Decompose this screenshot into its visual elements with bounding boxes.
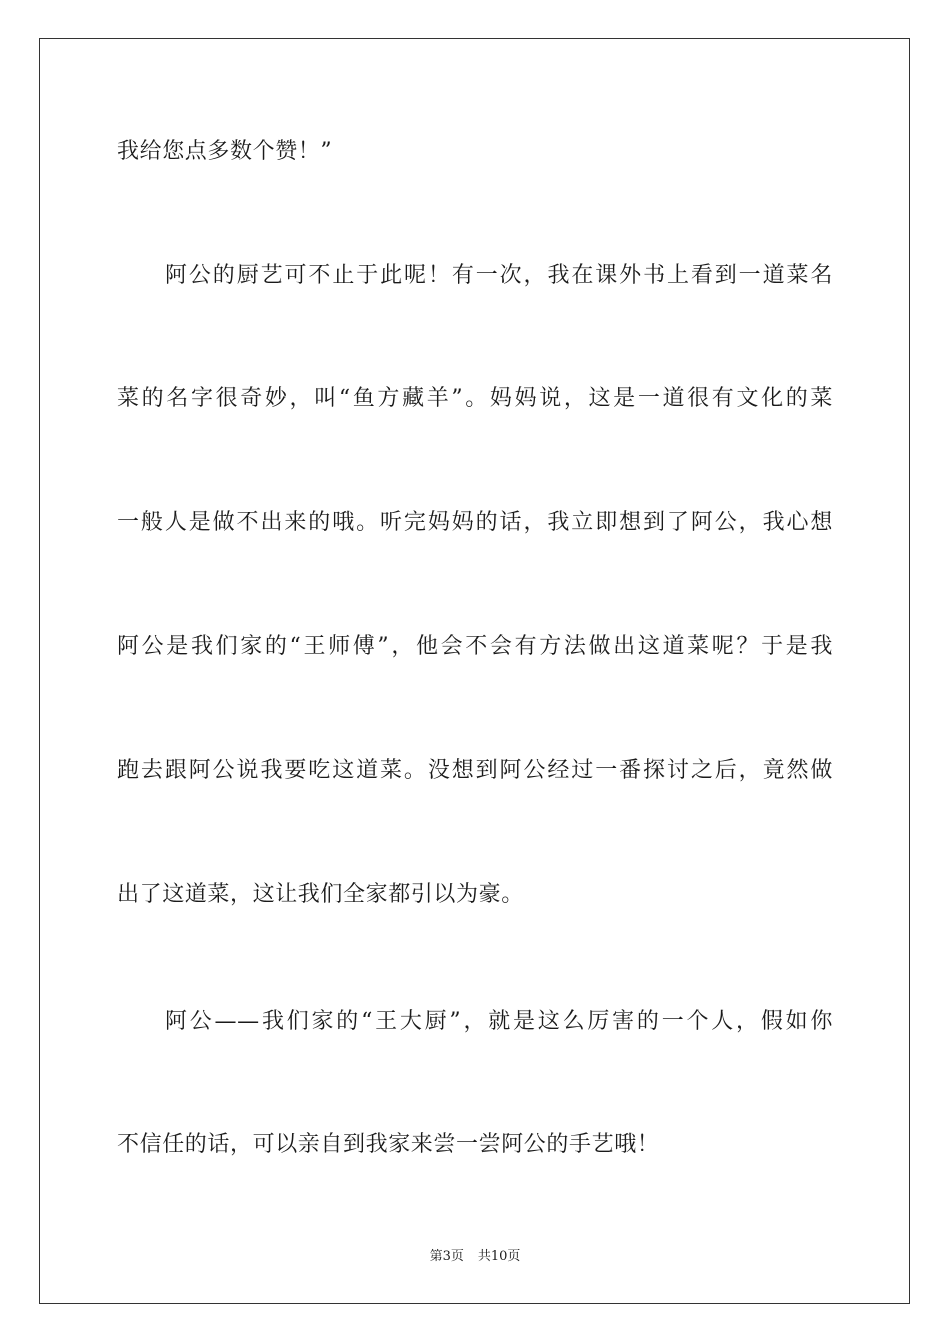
page-footer [0, 1248, 950, 1266]
text-line: 跑去跟阿公说我要吃这道菜。没想到阿公经过一番探讨之后，竟然做 [117, 758, 833, 783]
page-total: 共10页 [477, 1249, 521, 1264]
text-line: 一般人是做不出来的哦。听完妈妈的话，我立即想到了阿公，我心想 [117, 510, 833, 535]
page-number: 第3页 [429, 1249, 464, 1264]
text-line: 菜的名字很奇妙，叫“鱼方藏羊”。妈妈说，这是一道很有文化的菜 [117, 386, 833, 411]
text-line: 出了这道菜，这让我们全家都引以为豪。 [117, 882, 524, 907]
text-line: 不信任的话，可以亲自到我家来尝一尝阿公的手艺哦！ [117, 1132, 660, 1157]
page-border [39, 38, 910, 1304]
paragraph-start-line: 阿公的厨艺可不止于此呢！有一次，我在课外书上看到一道菜名 [165, 263, 833, 288]
text-line: 我给您点多数个赞！” [117, 139, 333, 164]
paragraph-start-line: 阿公——我们家的“王大厨”，就是这么厉害的一个人，假如你 [165, 1009, 833, 1034]
text-line: 阿公是我们家的“王师傅”，他会不会有方法做出这道菜呢？于是我 [117, 634, 833, 659]
